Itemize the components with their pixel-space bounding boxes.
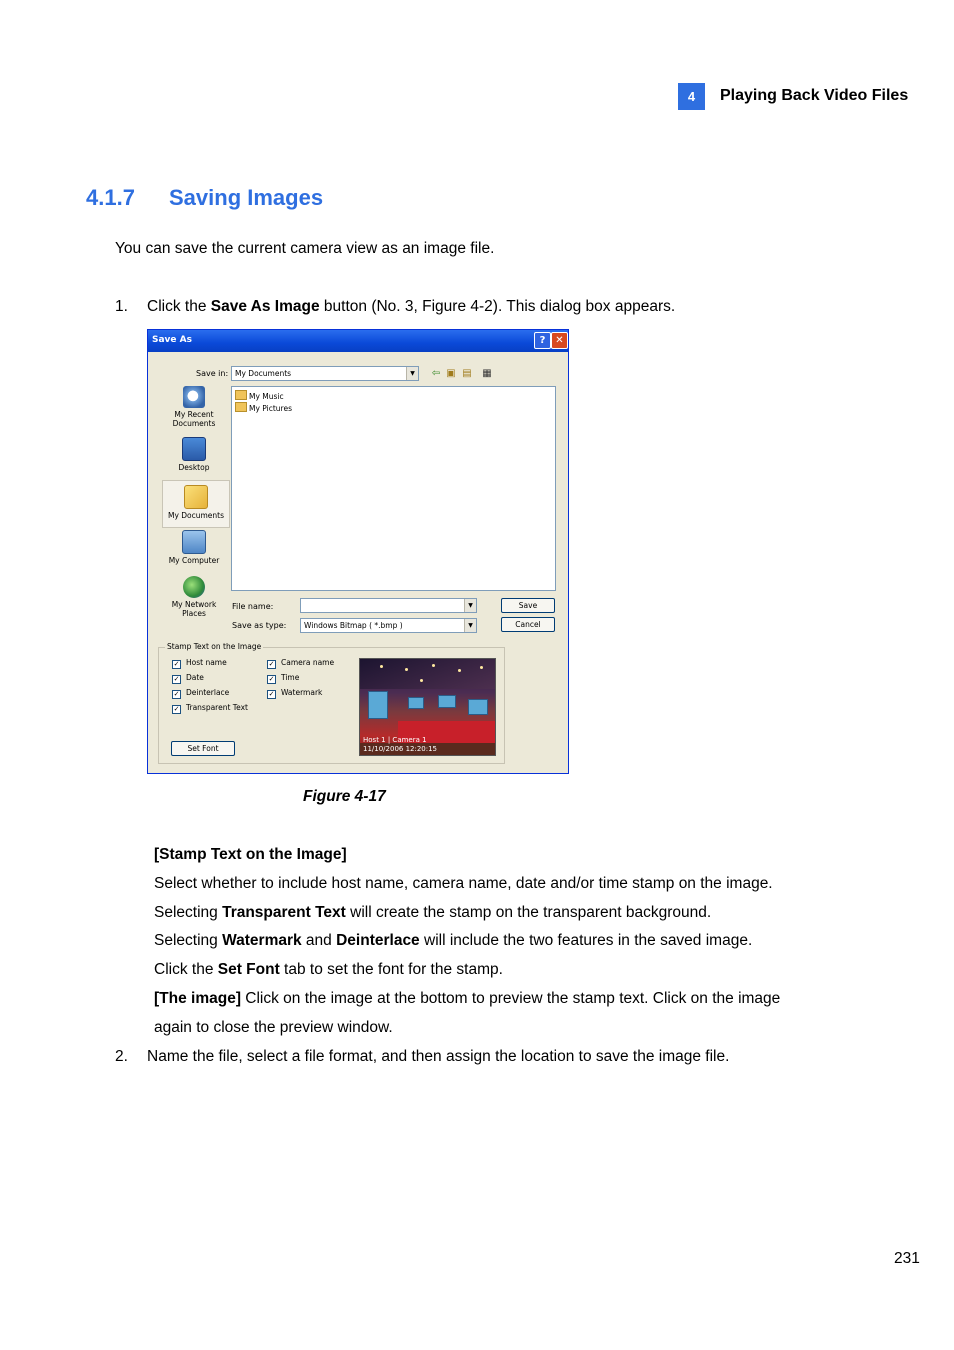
text-run: and — [301, 932, 337, 949]
step-2-text: Name the file, select a file format, and then assign the location to save the image file. — [147, 1048, 730, 1065]
place-recent-documents[interactable] — [161, 386, 227, 428]
place-network[interactable] — [161, 576, 227, 618]
step-2 — [115, 1048, 729, 1066]
text-run-bold: Set Font — [217, 961, 280, 978]
checkbox-label: Time — [281, 673, 300, 682]
watermark-checkbox[interactable] — [267, 688, 322, 699]
folder-icon — [235, 402, 247, 412]
text-run: will create the stamp on the transparent background. — [345, 904, 712, 921]
stamp-text-group — [158, 642, 505, 764]
section-title — [86, 185, 323, 211]
figure-caption: Figure 4-17 — [303, 788, 386, 805]
intro-text: You can save the current camera view as an image file. — [115, 240, 495, 257]
save-as-dialog — [147, 329, 569, 774]
stamp-line-4 — [154, 961, 503, 979]
stamp-line-3 — [154, 932, 752, 950]
file-label: My Pictures — [249, 404, 292, 413]
preview-stamp-line-1: Host 1 | Camera 1 — [363, 736, 427, 744]
checkbox-checked: ✓ — [268, 675, 275, 683]
preview-screen — [368, 691, 388, 719]
chevron-down-icon: ▼ — [406, 367, 418, 380]
step-1-number: 1. — [115, 298, 128, 315]
checkbox-checked: ✓ — [173, 660, 180, 668]
back-icon[interactable]: ⇦ — [431, 368, 441, 379]
camera-name-checkbox[interactable] — [267, 658, 334, 669]
save-type-label: Save as type: — [232, 621, 287, 630]
text-run: Selecting — [154, 904, 223, 921]
section-title-text: Saving Images — [169, 185, 324, 210]
checkbox-label: Deinterlace — [186, 688, 230, 697]
chapter-title: Playing Back Video Files — [720, 87, 909, 104]
place-label: My Network Places — [171, 600, 217, 618]
save-in-dropdown[interactable] — [231, 366, 419, 381]
checkbox-checked: ✓ — [268, 660, 275, 668]
stamp-heading: [Stamp Text on the Image] — [154, 846, 347, 863]
checkbox-label: Date — [186, 673, 204, 682]
place-label: My Documents — [167, 511, 225, 520]
text-run-bold: [The image] — [154, 990, 241, 1007]
text-run: tab to set the font for the stamp. — [279, 961, 503, 978]
place-my-documents[interactable] — [162, 480, 230, 528]
text-run-bold: Watermark — [222, 932, 302, 949]
chevron-down-icon: ▼ — [464, 619, 476, 632]
text-run: Selecting — [154, 932, 223, 949]
step-1-post: button (No. 3, Figure 4-2). This dialog box appears. — [319, 298, 676, 315]
section-number: 4.1.7 — [86, 185, 135, 210]
preview-light — [420, 679, 423, 682]
step-1-pre: Click the — [147, 298, 211, 315]
page-number: 231 — [894, 1250, 920, 1267]
preview-light — [405, 668, 408, 671]
preview-light — [380, 665, 383, 668]
file-list[interactable] — [231, 386, 556, 591]
stamp-line-2 — [154, 904, 711, 922]
preview-screen — [408, 697, 424, 709]
cancel-button[interactable]: Cancel — [501, 617, 555, 632]
stamp-group-title: Stamp Text on the Image — [167, 642, 262, 651]
checkbox-checked: ✓ — [268, 690, 275, 698]
checkbox-checked: ✓ — [173, 705, 180, 713]
new-folder-icon[interactable]: ▤ — [462, 368, 472, 379]
time-checkbox[interactable] — [267, 673, 299, 684]
file-name-label: File name: — [232, 602, 274, 611]
stamp-preview-image[interactable] — [359, 658, 496, 756]
preview-ceiling — [360, 659, 495, 689]
stamp-line-5 — [154, 990, 780, 1008]
file-name-input[interactable] — [300, 598, 477, 613]
chapter-number-badge: 4 — [678, 83, 705, 110]
preview-light — [432, 664, 435, 667]
dialog-titlebar — [148, 330, 568, 352]
save-button[interactable]: Save — [501, 598, 555, 613]
save-type-dropdown[interactable] — [300, 618, 477, 633]
checkbox-label: Transparent Text — [186, 703, 248, 712]
host-name-checkbox[interactable] — [172, 658, 227, 669]
my-computer-icon — [182, 530, 206, 554]
date-checkbox[interactable] — [172, 673, 204, 684]
close-button[interactable]: ✕ — [551, 332, 568, 349]
list-item[interactable] — [235, 390, 284, 401]
text-run: Click on the image at the bottom to preview the stamp text. Click on the image — [240, 990, 781, 1007]
my-documents-icon — [184, 485, 208, 509]
preview-screen — [468, 699, 488, 715]
step-2-number: 2. — [115, 1048, 128, 1065]
set-font-button[interactable]: Set Font — [171, 741, 235, 756]
network-places-icon — [183, 576, 205, 598]
transparent-text-checkbox[interactable] — [172, 703, 248, 714]
text-run-bold: Deinterlace — [336, 932, 420, 949]
place-label: My Computer — [168, 556, 220, 565]
preview-light — [480, 666, 483, 669]
text-run: Click the — [154, 961, 218, 978]
preview-screen — [438, 695, 456, 708]
place-label: Desktop — [178, 463, 210, 472]
view-menu-icon[interactable]: ▦ — [482, 368, 492, 379]
checkbox-label: Host name — [186, 658, 227, 667]
folder-icon — [235, 390, 247, 400]
recent-documents-icon — [183, 386, 205, 408]
chevron-down-icon: ▼ — [464, 599, 476, 612]
checkbox-label: Watermark — [281, 688, 323, 697]
preview-light — [458, 669, 461, 672]
place-desktop[interactable] — [161, 437, 227, 472]
place-label: My Recent Documents — [172, 410, 216, 428]
step-1-bold: Save As Image — [210, 298, 320, 315]
up-folder-icon[interactable]: ▣ — [446, 368, 456, 379]
checkbox-checked: ✓ — [173, 690, 180, 698]
place-my-computer[interactable] — [161, 530, 227, 565]
preview-stamp-line-2: 11/10/2006 12:20:15 — [363, 745, 438, 753]
desktop-icon — [182, 437, 206, 461]
text-run: will include the two features in the saved image. — [419, 932, 753, 949]
checkbox-checked: ✓ — [173, 675, 180, 683]
deinterlace-checkbox[interactable] — [172, 688, 229, 699]
help-button[interactable]: ? — [534, 332, 551, 349]
save-in-label: Save in: — [196, 369, 229, 378]
list-item[interactable] — [235, 402, 292, 413]
step-1 — [115, 298, 675, 316]
save-type-value: Windows Bitmap ( *.bmp ) — [304, 621, 403, 630]
stamp-line-1: Select whether to include host name, camera name, date and/or time stamp on the image. — [154, 875, 773, 892]
text-run-bold: Transparent Text — [222, 904, 346, 921]
checkbox-label: Camera name — [281, 658, 335, 667]
stamp-line-6: again to close the preview window. — [154, 1019, 393, 1036]
save-in-value: My Documents — [235, 369, 292, 378]
file-label: My Music — [249, 392, 284, 401]
dialog-title: Save As — [152, 335, 192, 345]
